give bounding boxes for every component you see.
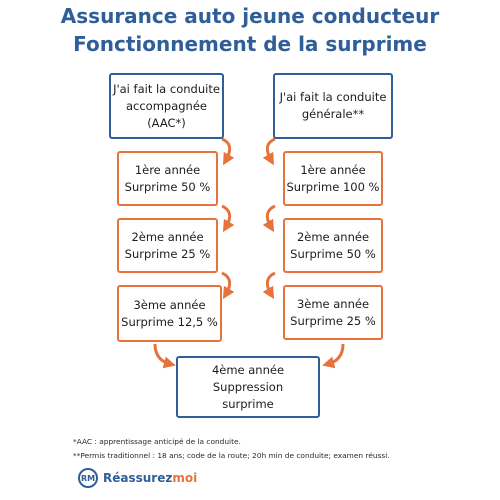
right-start-line1: J'ai fait la conduite [279, 90, 387, 104]
brand-logo [78, 466, 197, 490]
arrow-left-year2-to-year3 [222, 273, 230, 294]
right-year3-value: Surprime 25 % [290, 313, 376, 328]
left-year1-box [117, 151, 218, 206]
right-year3-box [283, 285, 383, 340]
left-year2-label: 2ème année [131, 229, 204, 244]
right-year2-box [283, 218, 383, 273]
right-year1-value: Surprime 100 % [286, 179, 380, 194]
footnote-aac: *AAC : apprentissage anticipé de la conduite. [73, 437, 241, 446]
right-start-box [273, 73, 393, 139]
left-year1-label: 1ère année [134, 162, 201, 177]
final-label: 4ème année [211, 362, 285, 377]
right-start-line2: générale** [301, 107, 365, 121]
left-year1-value: Surprime 50 % [124, 179, 211, 194]
page-title: Assurance auto jeune conducteur [60, 4, 440, 28]
logo-text-main: Réassurez [103, 471, 173, 485]
right-year1-box [283, 151, 383, 206]
page-subtitle: Fonctionnement de la surprime [73, 32, 427, 56]
final-box [176, 356, 320, 418]
left-start-line3: (AAC*) [147, 115, 186, 130]
final-line2: Suppression [212, 379, 284, 394]
arrow-left-year1-to-year2 [222, 206, 230, 227]
footnote-traditional: **Permis traditionnel : 18 ans; code de la route; 20h min de conduite; examen réussi. [73, 451, 390, 460]
final-line3: surprime [222, 396, 274, 411]
arrow-right-start-to-year1 [267, 139, 275, 160]
arrow-left-start-to-year1 [222, 139, 230, 160]
arrow-right-year2-to-year3 [267, 273, 275, 294]
logo-text-accent: moi [172, 471, 198, 485]
left-year3-value: Surprime 12,5 % [121, 314, 218, 329]
right-year2-label: 2ème année [296, 229, 370, 244]
left-start-line1: J'ai fait la conduite [113, 81, 220, 96]
left-year2-value: Surprime 25 % [124, 246, 211, 261]
arrow-right-year1-to-year2 [267, 206, 275, 227]
logo-mark-icon: RM [78, 468, 98, 488]
right-year3-label: 3ème année [296, 296, 370, 311]
left-year2-box [117, 218, 218, 273]
left-year3-box [117, 285, 222, 342]
right-year2-value: Surprime 50 % [290, 246, 376, 261]
left-start-line2: accompagnée [125, 98, 208, 113]
left-year3-label: 3ème année [133, 297, 206, 312]
arrow-left-year3-to-final [155, 344, 170, 364]
left-start-box [109, 73, 224, 139]
right-year1-label: 1ère année [300, 162, 366, 177]
arrow-right-year3-to-final [328, 344, 343, 364]
